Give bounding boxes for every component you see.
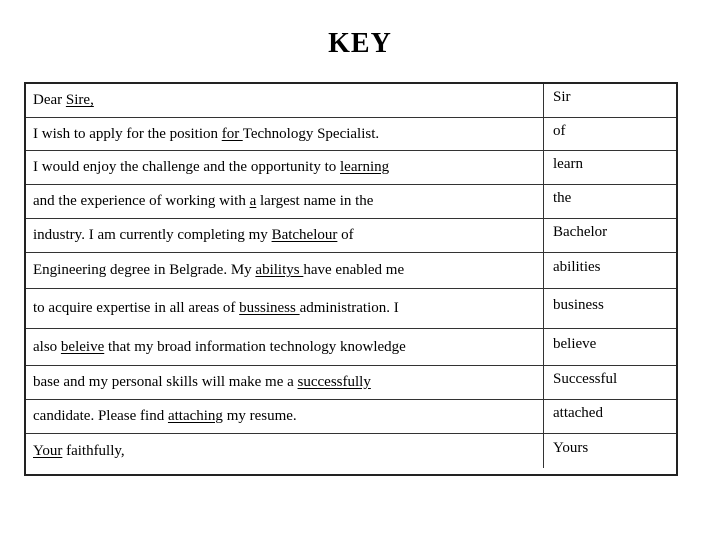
sentence-text: my resume. [222, 408, 297, 424]
correction-text: Bachelor [553, 224, 608, 240]
table-row [26, 84, 676, 118]
correction-text: of [553, 122, 566, 139]
error-word: abilitys [255, 262, 304, 278]
page-title: KEY [328, 28, 392, 59]
sentence-text: I wish to apply for the position [33, 125, 222, 142]
correction-text: attached [553, 405, 603, 421]
error-word: a [249, 193, 257, 209]
correction-cell [544, 185, 676, 218]
sentence-cell [26, 151, 544, 184]
table-row [26, 151, 676, 185]
correction-cell [544, 219, 676, 252]
sentence-cell [26, 84, 544, 117]
error-word: attaching [167, 408, 223, 424]
sentence-text: that my broad information technology knowledge [104, 338, 406, 355]
sentence-text: I would enjoy the challenge and the opportunity to [33, 159, 341, 175]
sentence-text: and the experience of working with [33, 193, 250, 209]
error-word: Sire, [65, 92, 94, 108]
correction-text: Yours [553, 439, 589, 456]
sentence-cell [26, 219, 544, 252]
sentence-text: administration. I [299, 300, 399, 316]
table-row [26, 329, 676, 366]
correction-cell [544, 151, 676, 184]
sentence-cell [26, 118, 544, 150]
table-row [26, 400, 676, 434]
table-row [26, 434, 676, 468]
answer-key-table [24, 82, 678, 476]
sentence-text: Engineering degree in Belgrade. My [33, 262, 256, 278]
sentence-text: Technology Specialist. [242, 125, 380, 142]
sentence-cell [26, 289, 544, 328]
sentence-cell [26, 434, 544, 468]
correction-cell [544, 84, 676, 117]
sentence-text: have enabled me [303, 262, 405, 278]
sentence-text: to acquire expertise in all areas of [33, 300, 240, 316]
error-word: learning [340, 159, 390, 175]
error-word: beleive [60, 338, 105, 355]
table-row [26, 219, 676, 253]
sentence-text: base and my personal skills will make me a [33, 374, 298, 390]
correction-text: Successful [553, 371, 618, 387]
sentence-text: of [337, 227, 354, 243]
correction-cell [544, 434, 676, 468]
table-row [26, 289, 676, 329]
correction-cell [544, 289, 676, 328]
correction-text: Sir [553, 89, 571, 105]
sentence-cell [26, 400, 544, 433]
table-row [26, 118, 676, 151]
error-word: bussiness [239, 300, 300, 316]
correction-cell [544, 253, 676, 288]
sentence-text: industry. I am currently completing my [33, 227, 272, 243]
sentence-cell [26, 253, 544, 288]
correction-text: learn [553, 156, 583, 172]
correction-cell [544, 366, 676, 399]
sentence-text: also [33, 338, 61, 355]
error-word: Your [33, 442, 63, 459]
error-word: successfully [297, 374, 371, 390]
correction-text: the [553, 190, 572, 206]
correction-text: abilities [553, 259, 601, 275]
correction-text: business [553, 297, 604, 313]
sentence-cell [26, 185, 544, 218]
correction-text: believe [553, 335, 597, 352]
correction-cell [544, 118, 676, 150]
error-word: Batchelour [271, 227, 338, 243]
correction-cell [544, 400, 676, 433]
sentence-text: Dear [33, 92, 66, 108]
correction-cell [544, 329, 676, 365]
table-row [26, 253, 676, 289]
sentence-text: largest name in the [256, 193, 374, 209]
sentence-cell [26, 329, 544, 365]
table-row [26, 185, 676, 219]
sentence-cell [26, 366, 544, 399]
error-word: for [221, 125, 243, 142]
sentence-text: faithfully, [62, 442, 125, 459]
table-row [26, 366, 676, 400]
sentence-text: candidate. Please find [33, 408, 168, 424]
